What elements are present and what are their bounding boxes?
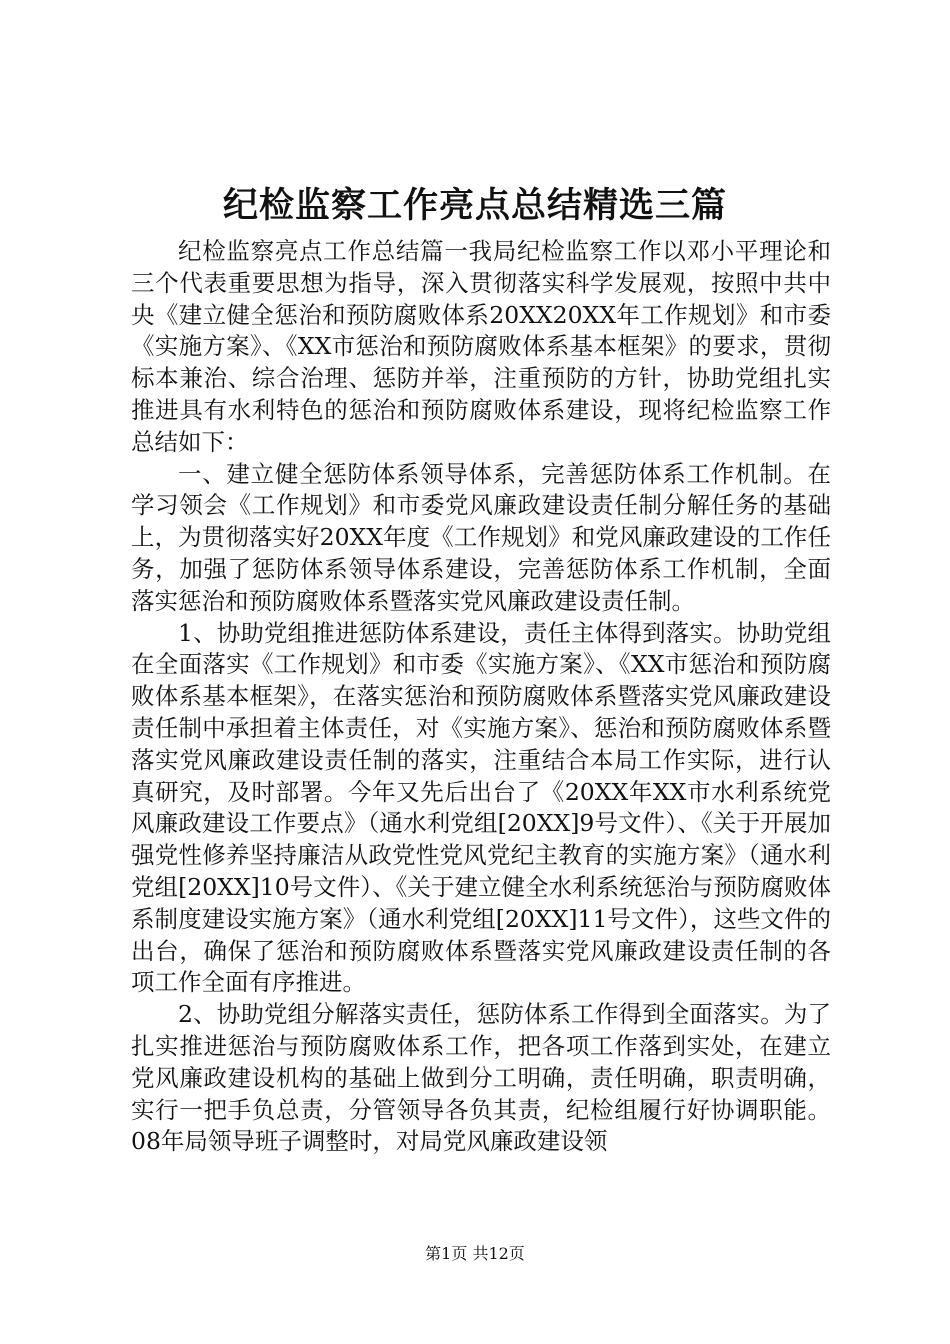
paragraph-intro: 纪检监察亮点工作总结篇一我局纪检监察工作以邓小平理论和三个代表重要思想为指导，深入贯彻落实科学发展观，按照中共中央《建立健全惩治和预防腐败体系20XX20XX年工作规划》和市委《实施方案》、《XX市惩治和预防腐败体系基本框架》的要求，贯彻标本兼治、综合治理、惩防并举，注重预防的方针，协助党组扎实推进具有水利特色的惩治和预防腐败体系建设，现将纪检监察工作总结如下：	[131, 237, 831, 456]
document-title: 纪检监察工作亮点总结精选三篇	[222, 185, 727, 226]
page-indicator: 第1页 共12页	[425, 1244, 525, 1263]
page-footer	[0, 1242, 950, 1266]
paragraph-item-one: 1、协助党组推进惩防体系建设，责任主体得到落实。协助党组在全面落实《工作规划》和市委《实施方案》、《XX市惩治和预防腐败体系基本框架》，在落实惩治和预防腐败体系暨落实党风廉政建设责任制中承担着主体责任，对《实施方案》、惩治和预防腐败体系暨落实党风廉政建设责任制的落实，注重结合本局工作实际，进行认真研究，及时部署。今年又先后出台了《20XX年XX市水利系统党风廉政建设工作要点》（通水利党组[20XX]9号文件）、《关于开展加强党性修养坚持廉洁从政党性党风党纪主教育的实施方案》（通水利党组[20XX]10号文件）、《关于建立健全水利系统惩治与预防腐败体系制度建设实施方案》（通水利党组[20XX]11号文件），这些文件的出台，确保了惩治和预防腐败体系暨落实党风廉政建设责任制的各项工作全面有序推进。	[131, 618, 831, 997]
paragraph-item-two: 2、协助党组分解落实责任，惩防体系工作得到全面落实。为了扎实推进惩治与预防腐败体系工作，把各项工作落到实处，在建立党风廉政建设机构的基础上做到分工明确，责任明确，职责明确，实行一把手负总责，分管领导各负其责，纪检组履行好协调职能。08年局领导班子调整时，对局党风廉政建设领	[131, 1000, 831, 1156]
document-body	[131, 236, 831, 1158]
paragraph-section-one: 一、建立健全惩防体系领导体系，完善惩防体系工作机制。在学习领会《工作规划》和市委党风廉政建设责任制分解任务的基础上，为贯彻落实好20XX年度《工作规划》和党风廉政建设的工作任务，加强了惩防体系领导体系建设，完善惩防体系工作机制，全面落实惩治和预防腐败体系暨落实党风廉政建设责任制。	[131, 459, 831, 615]
